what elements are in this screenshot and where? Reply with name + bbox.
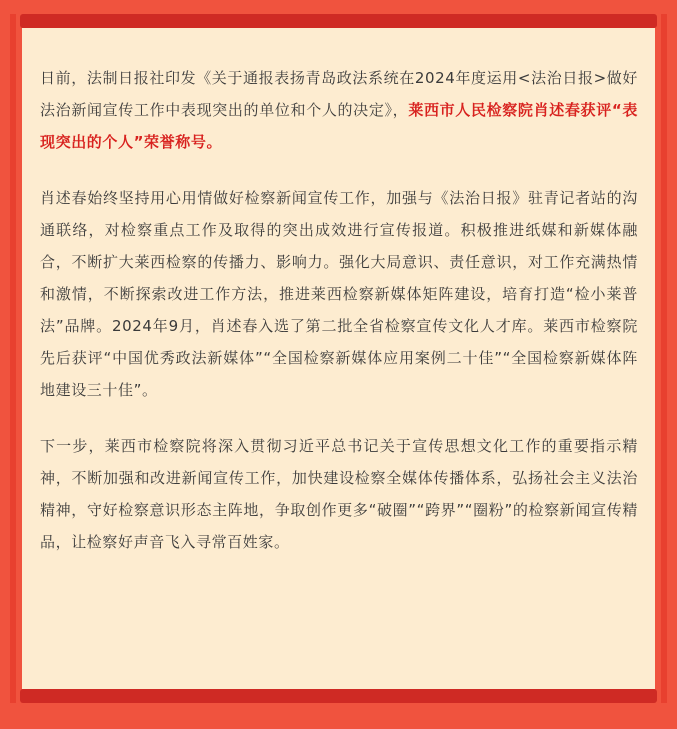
- frame-bar-top: [20, 14, 657, 28]
- paragraph-achievements: 肖述春始终坚持用心用情做好检察新闻宣传工作，加强与《法治日报》驻青记者站的沟通联络，对检察重点工作及取得的突出成效进行宣传报道。积极推进纸媒和新媒体融合，不断扩大莱西检察的传播力、影响力。强化大局意识、责任意识，对工作充满热情和激情，不断探索改进工作方法，推进莱西检察新媒体矩阵建设，培育打造“检小莱普法”品牌。2024年9月，肖述春入选了第二批全省检察宣传文化人才库。莱西市检察院先后获评“中国优秀政法新媒体”“全国检察新媒体应用案例二十佳”“全国检察新媒体阵地建设三十佳”。: [40, 189, 638, 399]
- award-highlight: 莱西市人民检察院肖述春获评“表现突出的个人”荣誉称号。: [40, 101, 638, 151]
- frame-bar-bottom: [20, 689, 657, 703]
- announcement-lead: 日前，法制日报社印发《关于通报表扬青岛政法系统在2024年度运用<法治日报>做好法治新闻宣传工作中表现突出的单位和个人的决定》，: [40, 69, 638, 119]
- frame-side-right: [661, 14, 667, 703]
- article-body: [40, 62, 638, 582]
- paragraph-next-steps: 下一步，莱西市检察院将深入贯彻习近平总书记关于宣传思想文化工作的重要指示精神，不断加强和改进新闻宣传工作，加快建设检察全媒体传播体系，弘扬社会主义法治精神，守好检察意识形态主阵地，争取创作更多“破圈”“跨界”“圈粉”的检察新闻宣传精品，让检察好声音飞入寻常百姓家。: [40, 437, 638, 551]
- paragraph-announcement: [40, 62, 638, 158]
- frame-side-left: [10, 14, 16, 703]
